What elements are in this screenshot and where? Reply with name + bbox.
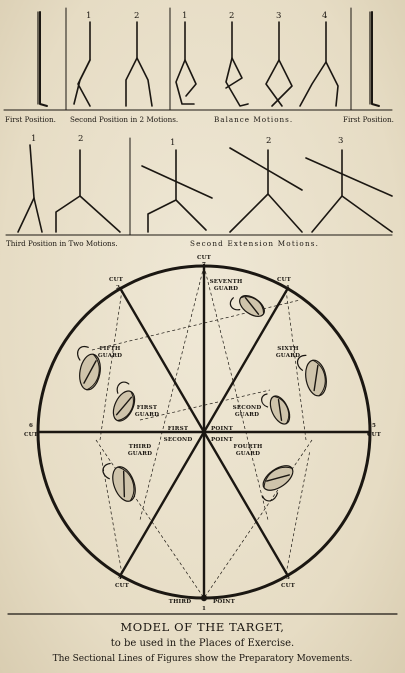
row2-stick-figures — [6, 138, 392, 235]
figure-note: The Sectional Lines of Figures show the Preparatory Movements. — [52, 654, 353, 664]
first-point-label: FIRST — [167, 426, 189, 432]
cut-2-word: CUT — [108, 277, 124, 283]
cut-3-word: CUT — [280, 583, 296, 589]
row1-stick-figures — [4, 8, 392, 110]
third-point-label: THIRD — [168, 599, 192, 605]
second-point-label: POINT — [211, 437, 233, 443]
cut-5-word: CUT — [366, 432, 382, 438]
figure-extension-2 — [230, 150, 268, 232]
row1-number: 4 — [322, 11, 328, 21]
cut-6-word: CUT — [23, 432, 39, 438]
figure-third-position-1 — [18, 145, 34, 232]
figure-balance-4 — [300, 22, 326, 106]
caption-second-extension: Second Extension Motions. — [190, 239, 320, 248]
cut-5-number: 5 — [371, 423, 377, 429]
fifth-guard-label: FIFTH — [99, 346, 121, 352]
caption-first-position-left: First Position. — [5, 115, 56, 124]
second-guard-label: SECOND — [232, 405, 262, 411]
cut-7-word: CUT — [196, 255, 212, 261]
row2-number: 2 — [266, 136, 272, 146]
figure-balance-3 — [266, 22, 282, 106]
first-guard-label: GUARD — [134, 412, 160, 418]
cut-6-number: 6 — [28, 423, 34, 429]
figure-title: MODEL OF THE TARGET, — [120, 620, 285, 634]
third-guard-hilt-icon — [101, 458, 139, 506]
caption-first-position-right: First Position. — [343, 115, 394, 124]
figure-first-position-left — [40, 12, 47, 106]
figure-second-position-2 — [126, 22, 137, 106]
row1-number: 2 — [229, 11, 235, 21]
second-guard-label: GUARD — [234, 412, 260, 418]
row2-number: 3 — [338, 136, 344, 146]
sword-hilt-icons — [72, 288, 329, 506]
first-point-label: POINT — [211, 426, 233, 432]
cut-7-number: 7 — [201, 262, 207, 268]
row2-number: 1 — [170, 138, 176, 148]
fifth-guard-label: GUARD — [97, 353, 123, 359]
row2-number: 1 — [31, 134, 37, 144]
row1-captions — [5, 115, 394, 124]
point-labels — [164, 426, 236, 612]
third-guard-label: THIRD — [128, 444, 152, 450]
sixth-guard-hilt-icon — [296, 352, 329, 398]
seventh-guard-label: SEVENTH — [209, 279, 243, 285]
figure-first-position-right — [372, 12, 379, 106]
sixth-guard-label: SIXTH — [277, 346, 299, 352]
target-diagram — [38, 265, 370, 601]
caption-third-position: Third Position in Two Motions. — [6, 239, 118, 248]
third-guard-label: GUARD — [127, 451, 153, 457]
cut-1-number: 1 — [285, 285, 291, 291]
seventh-guard-label: GUARD — [213, 286, 239, 292]
row1-number: 3 — [276, 11, 282, 21]
fourth-guard-label: GUARD — [235, 451, 261, 457]
row2-captions — [6, 239, 319, 248]
row1-number: 1 — [182, 11, 188, 21]
row1-number: 2 — [134, 11, 140, 21]
figure-balance-1 — [176, 22, 194, 104]
second-point-label: SECOND — [163, 437, 193, 443]
sixth-guard-label: GUARD — [275, 353, 301, 359]
fourth-guard-hilt-icon — [254, 461, 301, 504]
seventh-guard-hilt-icon — [228, 288, 268, 325]
cut-1-word: CUT — [276, 277, 292, 283]
cut-3-number: 3 — [285, 575, 291, 581]
guard-labels — [98, 279, 300, 457]
second-guard-hilt-icon — [260, 388, 294, 429]
figure-balance-2 — [226, 22, 248, 106]
cut-2-number: 2 — [115, 285, 121, 291]
caption-balance-motions: Balance Motions. — [214, 115, 294, 124]
figure-subtitle: to be used in the Places of Exercise. — [110, 638, 295, 649]
cut-4-number: 4 — [117, 575, 123, 581]
row2-number: 2 — [78, 134, 84, 144]
first-guard-label: FIRST — [136, 405, 158, 411]
figure-third-position-2 — [56, 150, 80, 232]
figure-extension-1 — [148, 150, 176, 232]
row1-numbers — [86, 11, 327, 21]
third-point-label: POINT — [213, 599, 235, 605]
row2-numbers — [31, 134, 343, 148]
caption-second-position: Second Position in 2 Motions. — [70, 115, 179, 124]
bottom-point-marker — [201, 595, 207, 601]
cut-4-word: CUT — [114, 583, 130, 589]
row1-number: 1 — [86, 11, 92, 21]
fourth-guard-label: FOURTH — [233, 444, 263, 450]
bottom-number: 1 — [201, 606, 207, 612]
